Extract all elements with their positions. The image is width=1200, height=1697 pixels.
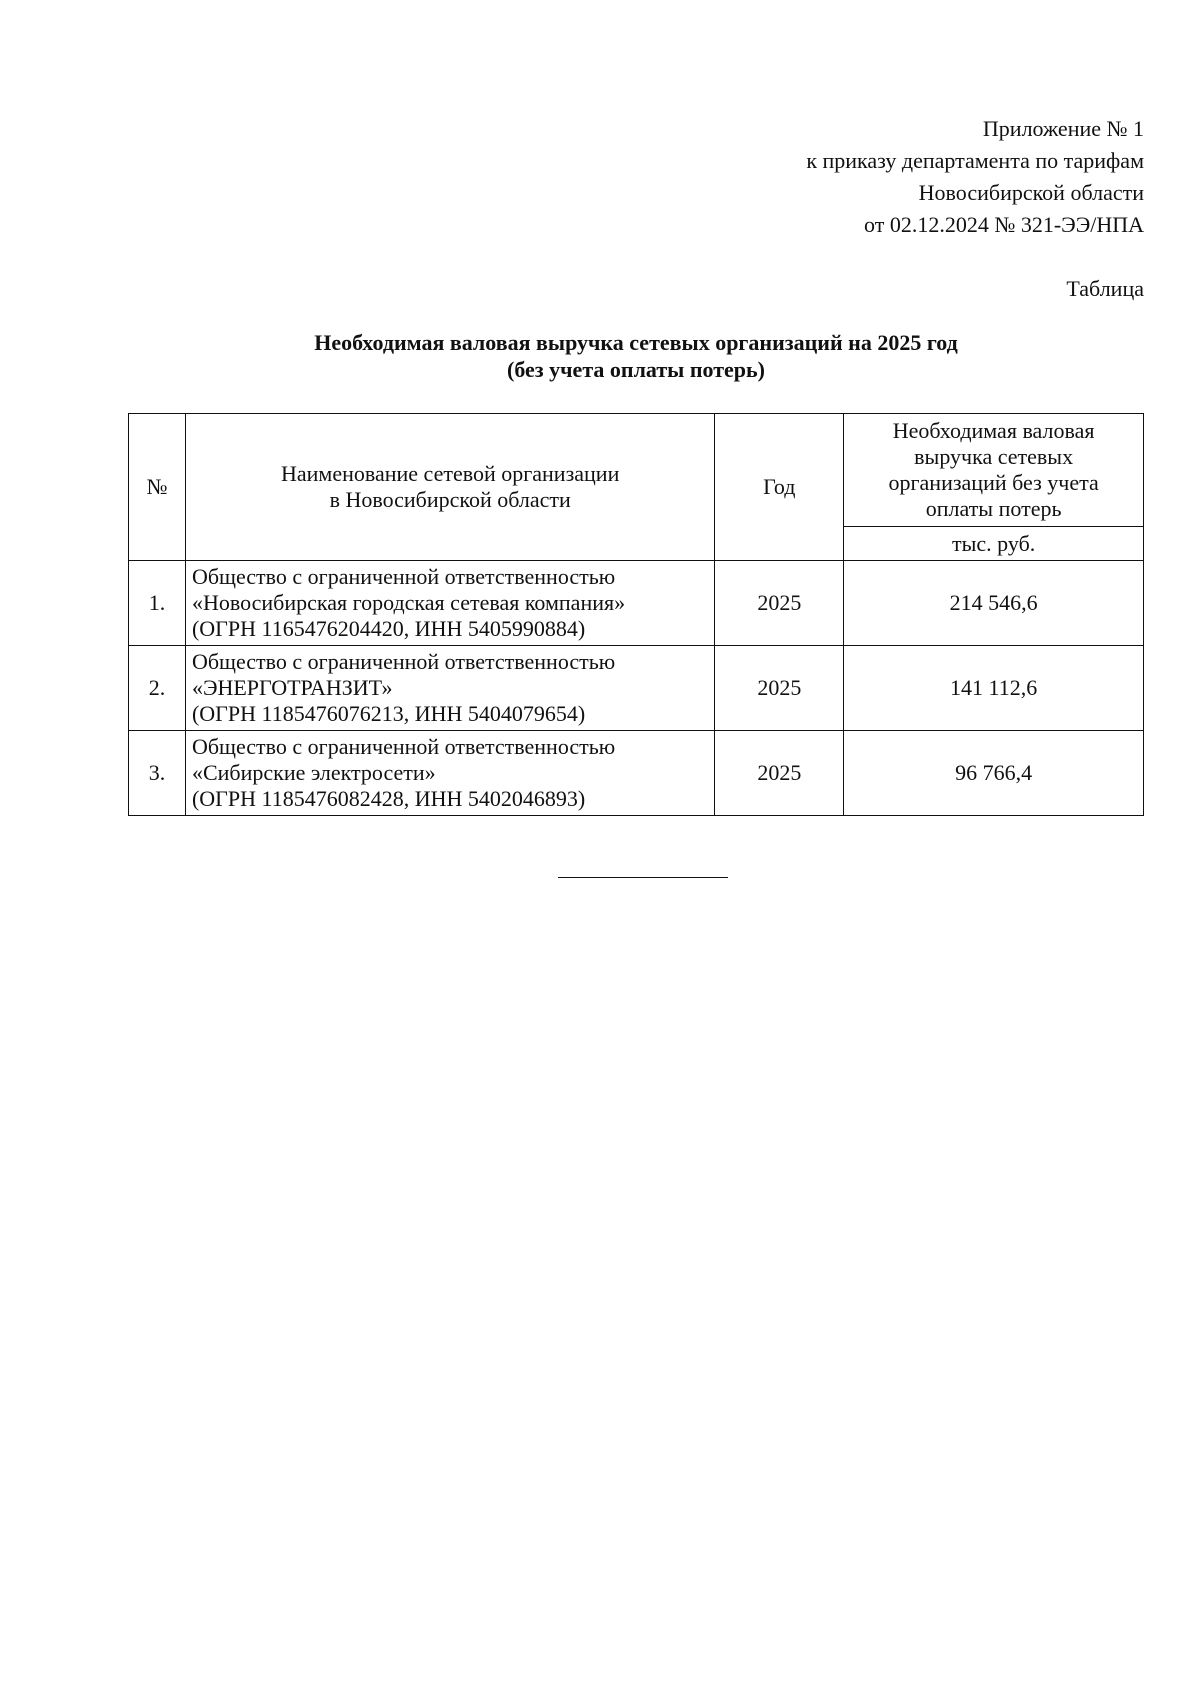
row-year: 2025 [715, 731, 844, 816]
appendix-line: от 02.12.2024 № 321-ЭЭ/НПА [864, 212, 1144, 237]
row-year: 2025 [715, 561, 844, 646]
org-line: «ЭНЕРГОТРАНЗИТ» [191, 675, 393, 700]
appendix-block [806, 113, 1144, 241]
header-revenue-line: оплаты потерь [925, 496, 1062, 521]
header-revenue-line: Необходимая валовая [892, 418, 1095, 443]
header-organization-name [185, 414, 714, 561]
row-organization [185, 561, 714, 646]
row-organization [185, 646, 714, 731]
row-number: 1. [129, 561, 186, 646]
header-number: № [129, 414, 186, 561]
title-line-2: (без учета оплаты потерь) [507, 357, 765, 382]
row-revenue-value: 214 546,6 [844, 561, 1144, 646]
row-organization [185, 731, 714, 816]
appendix-line: Новосибирской области [918, 180, 1144, 205]
header-unit: тыс. руб. [844, 527, 1144, 561]
row-year: 2025 [715, 646, 844, 731]
header-name-line: Наименование сетевой организации [280, 461, 620, 486]
org-line: «Сибирские электросети» [191, 760, 436, 785]
row-revenue-value: 141 112,6 [844, 646, 1144, 731]
row-number: 3. [129, 731, 186, 816]
org-line: Общество с ограниченной ответственностью [191, 734, 616, 759]
org-line: «Новосибирская городская сетевая компания» [191, 590, 626, 615]
title-line-1: Необходимая валовая выручка сетевых организаций на 2025 год [314, 330, 958, 355]
end-divider-line [558, 877, 728, 878]
table-label: Таблица [1066, 276, 1144, 301]
header-name-line: в Новосибирской области [329, 487, 571, 512]
revenue-table [128, 413, 1144, 816]
table-row [129, 731, 1144, 816]
table-header-row [129, 414, 1144, 527]
header-revenue-line: организаций без учета [888, 470, 1099, 495]
org-line: (ОГРН 1165476204420, ИНН 5405990884) [191, 616, 586, 641]
row-revenue-value: 96 766,4 [844, 731, 1144, 816]
header-revenue-line: выручка сетевых [914, 444, 1074, 469]
table-row [129, 646, 1144, 731]
appendix-line: к приказу департамента по тарифам [806, 148, 1144, 173]
org-line: (ОГРН 1185476082428, ИНН 5402046893) [191, 786, 586, 811]
org-line: Общество с ограниченной ответственностью [191, 564, 616, 589]
org-line: Общество с ограниченной ответственностью [191, 649, 616, 674]
appendix-line: Приложение № 1 [982, 116, 1144, 141]
header-revenue [844, 414, 1144, 527]
header-year: Год [715, 414, 844, 561]
document-title [128, 329, 1144, 383]
table-row [129, 561, 1144, 646]
row-number: 2. [129, 646, 186, 731]
org-line: (ОГРН 1185476076213, ИНН 5404079654) [191, 701, 586, 726]
